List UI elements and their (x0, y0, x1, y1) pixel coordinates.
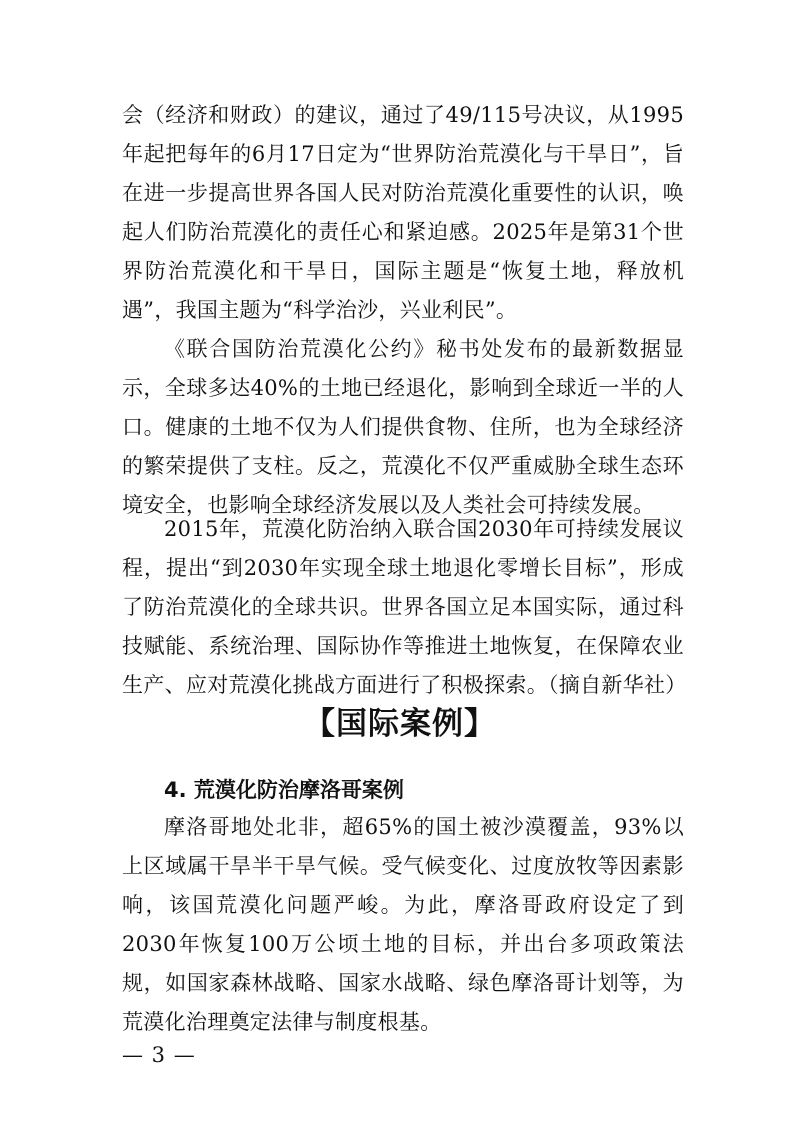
paragraph-resolution: 会（经济和财政）的建议，通过了49/115号决议，从1995年起把每年的6月17日定为“世界防治荒漠化与干旱日”，旨在进一步提高世界各国人民对防治荒漠化重要性的认识，唤起人们防治荒漠化的责任心和紧迫感。2025年是第31个世界防治荒漠化和干旱日，国际主题是“恢复土地，释放机遇”，我国主题为“科学治沙，兴业利民”。 (122, 103, 684, 322)
paragraph-land-degradation: 《联合国防治荒漠化公约》秘书处发布的最新数据显示，全球多达40%的土地已经退化，影响到全球近一半的人口。健康的土地不仅为人们提供食物、住所，也为全球经济的繁荣提供了支柱。反之，荒漠化不仅严重威胁全球生态环境安全，也影响全球经济发展以及人类社会可持续发展。 (122, 337, 684, 517)
section-heading: 【国际案例】 (304, 706, 496, 742)
paragraph-sdg-2030: 2015年，荒漠化防治纳入联合国2030年可持续发展议程，提出“到2030年实现全球土地退化零增长目标”，形成了防治荒漠化的全球共识。世界各国立足本国实际，通过科技赋能、系统治理、国际协作等推进土地恢复，在保障农业生产、应对荒漠化挑战方面进行了积极探索。（摘自新华社） (122, 517, 687, 697)
case-title: 4. 荒漠化防治摩洛哥案例 (164, 778, 404, 802)
paragraph-morocco-case: 摩洛哥地处北非，超65%的国土被沙漠覆盖，93%以上区域属干旱半干旱气候。受气候变化、过度放牧等因素影响，该国荒漠化问题严峻。为此，摩洛哥政府设定了到2030年恢复100万公顷土地的目标，并出台多项政策法规，如国家森林战略、国家水战略、绿色摩洛哥计划等，为荒漠化治理奠定法律与制度根基。 (122, 815, 684, 1034)
page-number: — 3 — (122, 1043, 196, 1067)
